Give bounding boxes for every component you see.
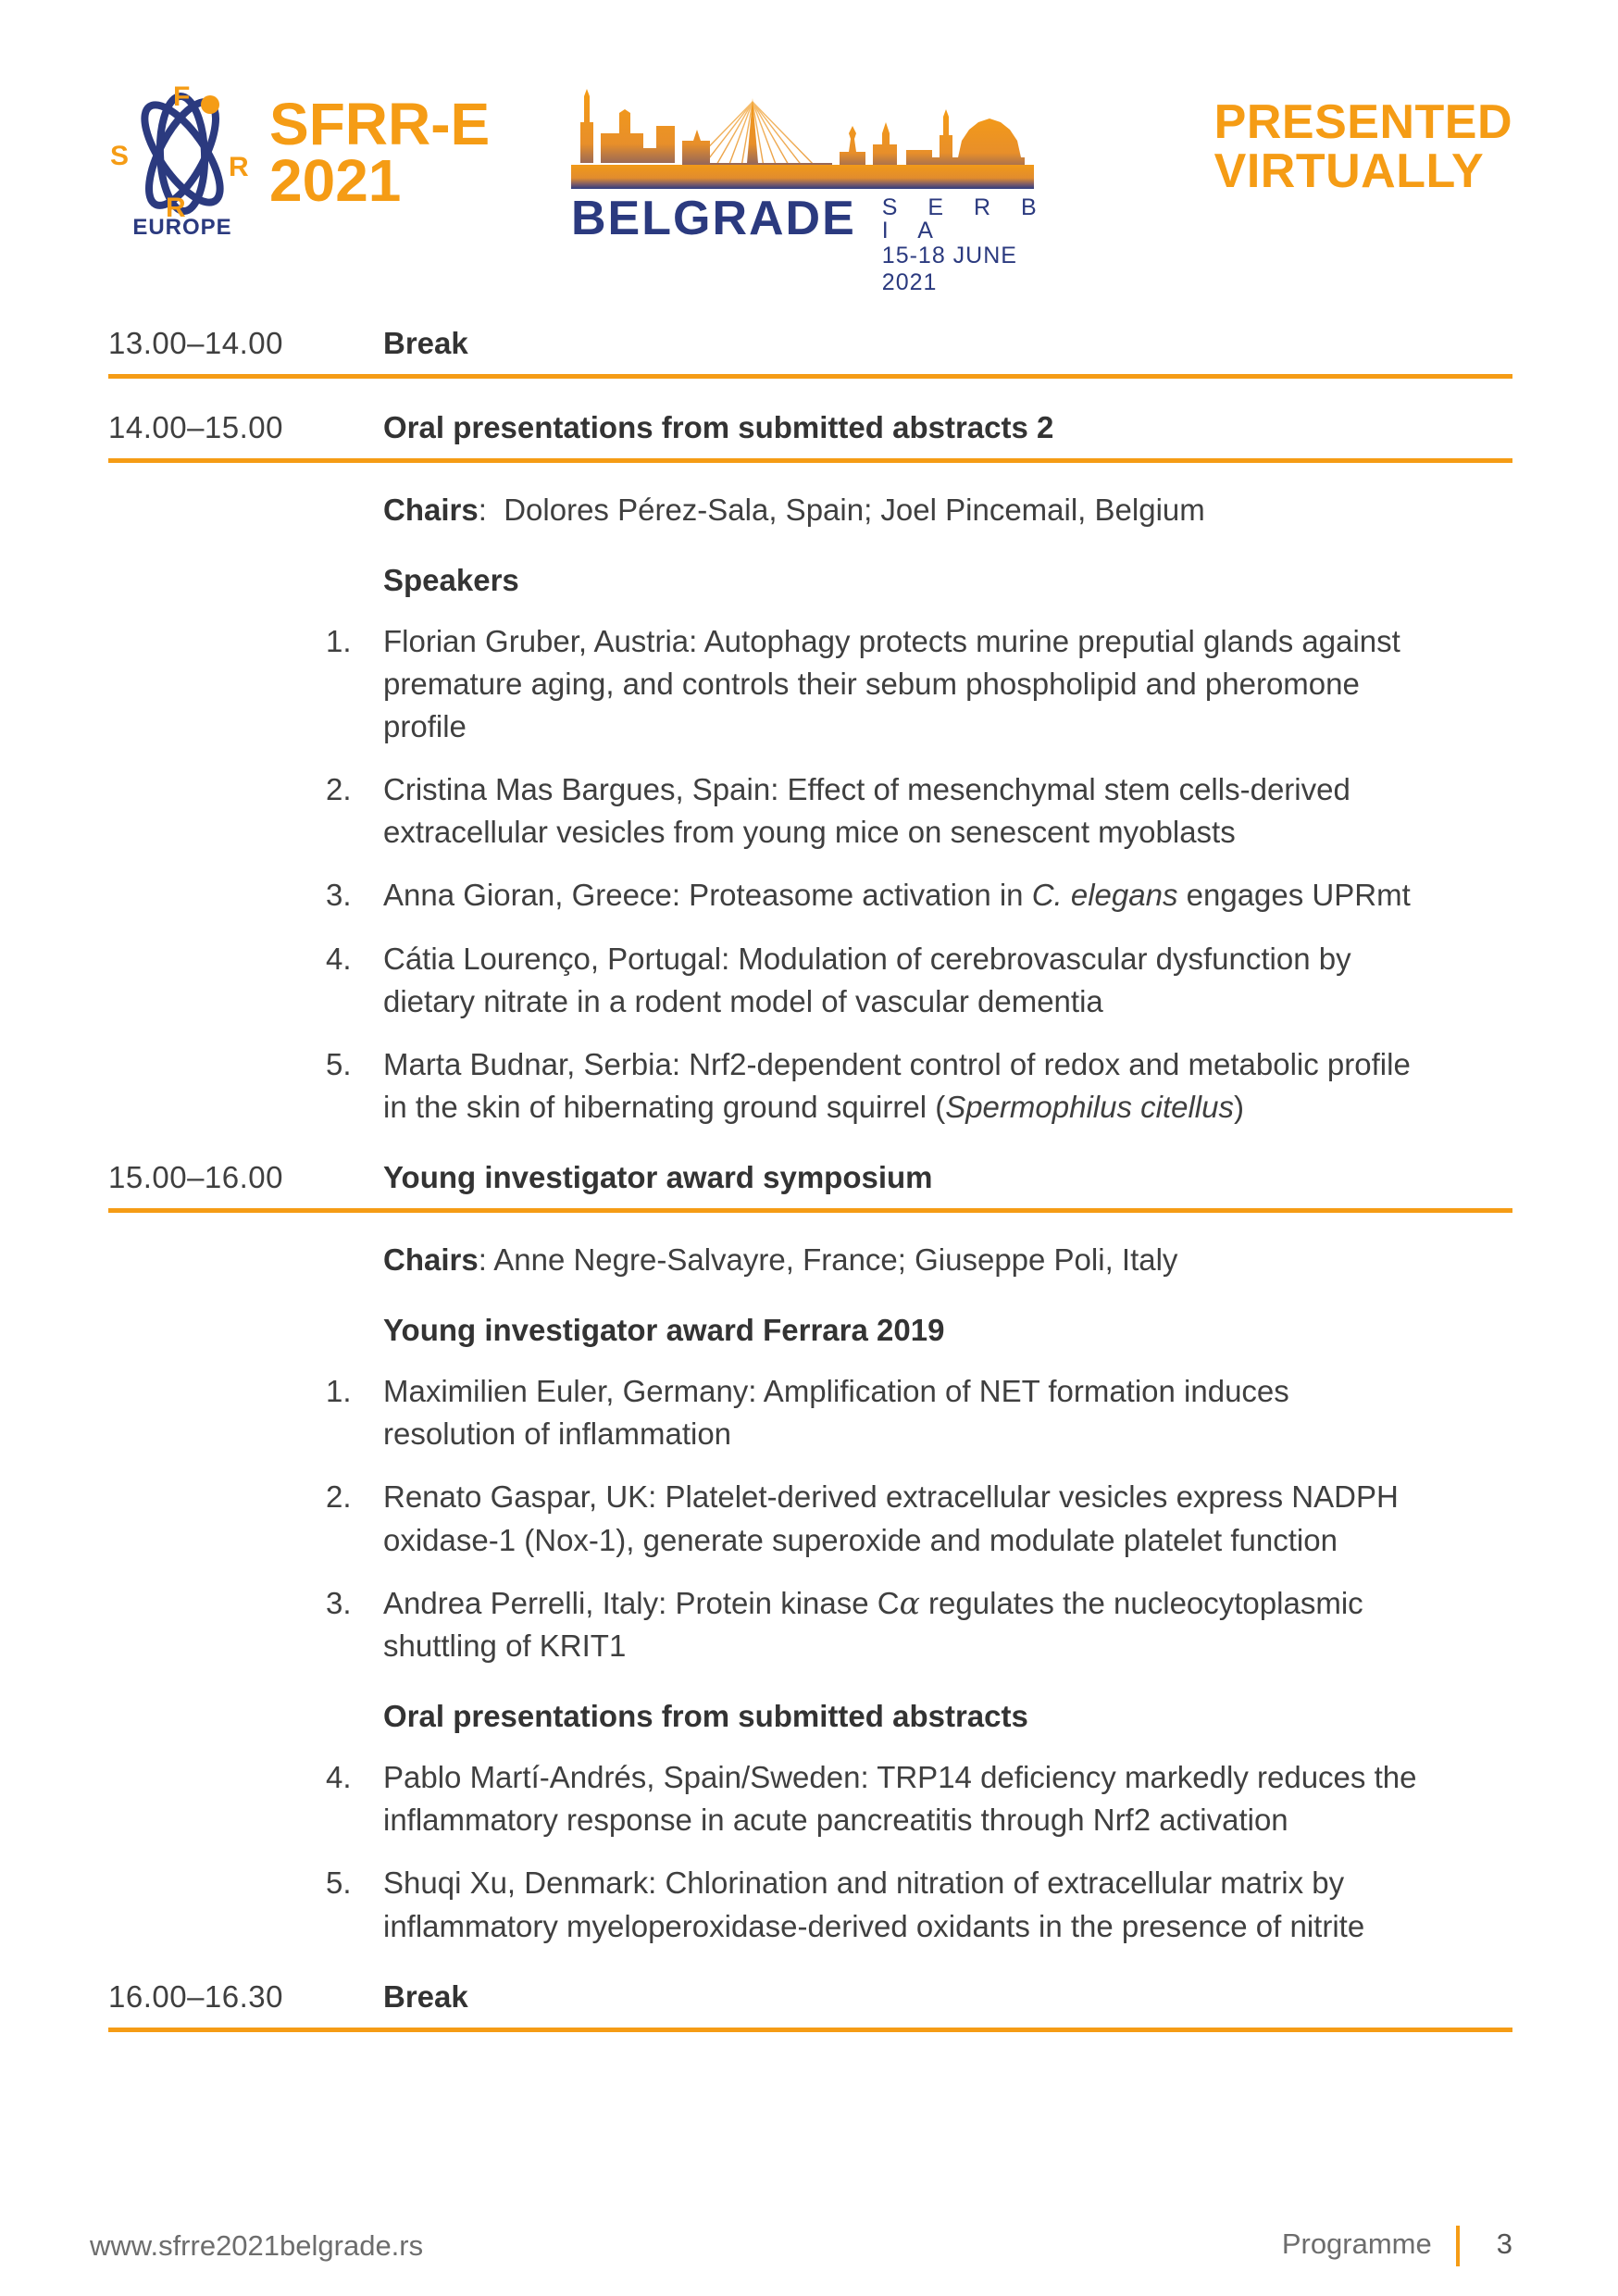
presented-line1: PRESENTED — [1214, 95, 1512, 149]
footer-page-number: 3 — [1496, 2227, 1512, 2260]
session — [108, 326, 1512, 379]
item-text: Anna Gioran, Greece: Proteasome activation in C. elegans engages UPRmt — [383, 878, 1411, 913]
belgrade-skyline-icon — [571, 85, 1034, 189]
item-number: 5. — [326, 1866, 352, 1901]
sfrr-europe-logo — [108, 81, 490, 241]
footer-divider — [1456, 2226, 1460, 2266]
item-text: Pablo Martí-Andrés, Spain/Sweden: TRP14 deficiency markedly reduces the inflammatory response in acute pancreatitis through Nrf2 activation — [383, 1760, 1417, 1838]
item-text: Cristina Mas Bargues, Spain: Effect of mesenchymal stem cells-derived extracellular vesicles from young mice on senescent myoblasts — [383, 772, 1350, 850]
footer-website-link[interactable]: www.sfrre2021belgrade.rs — [90, 2229, 424, 2262]
agenda-item — [326, 1043, 1420, 1129]
item-number: 3. — [326, 1585, 352, 1620]
agenda-item — [326, 938, 1420, 1023]
presented-virtually-banner — [1214, 95, 1512, 199]
europe-label: EUROPE — [132, 215, 232, 240]
session-header — [108, 1160, 1512, 1195]
sfrr-wordmark-line1: SFRR-E — [269, 91, 491, 157]
sfrr-wordmark — [269, 91, 491, 214]
item-number: 2. — [326, 772, 352, 807]
belgrade-logo — [571, 85, 1052, 296]
item-text: Renato Gaspar, UK: Platelet-derived extracellular vesicles express NADPH oxidase-1 (Nox-1), generate superoxide and modulate platelet function — [383, 1479, 1399, 1557]
session-time: 13.00–14.00 — [108, 326, 284, 360]
item-text: Marta Budnar, Serbia: Nrf2-dependent control of redox and metabolic profile in the skin of hibernating ground squirrel (Spermophilus citellus) — [383, 1047, 1411, 1125]
item-text: Shuqi Xu, Denmark: Chlorination and nitration of extracellular matrix by inflammatory myeloperoxidase-derived oxidants in the presence of nitrite — [383, 1866, 1365, 1943]
session-title: Break — [383, 1978, 468, 2014]
chairs-line: Chairs: Anne Negre-Salvayre, France; Giuseppe Poli, Italy — [383, 1242, 1178, 1278]
item-number: 5. — [326, 1047, 352, 1082]
item-number: 4. — [326, 1760, 352, 1795]
session-header — [108, 410, 1512, 445]
agenda-item — [326, 1756, 1420, 1841]
schedule — [108, 326, 1512, 2032]
sfrr-wordmark-line2: 2021 — [269, 146, 402, 214]
item-text: Florian Gruber, Austria: Autophagy protects murine preputial glands against premature aging, and controls their sebum phospholipid and pheromone profile — [383, 623, 1400, 743]
svg-text:F: F — [173, 81, 191, 112]
presented-line2: VIRTUALLY — [1214, 144, 1485, 199]
dates-label: 15-18 JUNE 2021 — [881, 243, 1017, 295]
item-text: Maximilien Euler, Germany: Amplification of NET formation induces resolution of inflammation — [383, 1373, 1289, 1452]
agenda-item — [326, 874, 1420, 917]
atom-icon — [108, 81, 256, 241]
session — [108, 1979, 1512, 2032]
item-number: 1. — [326, 1373, 352, 1408]
section-heading: Young investigator award Ferrara 2019 — [383, 1312, 945, 1347]
serbia-label: S E R B I A — [881, 194, 1049, 243]
page-footer — [90, 2222, 1512, 2266]
item-number: 4. — [326, 941, 352, 976]
item-number: 2. — [326, 1479, 352, 1515]
session-time: 16.00–16.30 — [108, 1978, 284, 2014]
belgrade-wordmark: BELGRADE — [571, 192, 856, 245]
session-header — [108, 326, 1512, 361]
session-title: Young investigator award symposium — [383, 1160, 933, 1195]
agenda-item — [326, 1582, 1420, 1667]
item-number: 3. — [326, 878, 352, 913]
session-divider — [108, 374, 1512, 379]
page-header — [108, 81, 1512, 295]
session-header — [108, 1979, 1512, 2015]
session — [108, 1160, 1512, 1947]
session-divider — [108, 2028, 1512, 2032]
agenda-item — [326, 620, 1420, 749]
agenda-item — [326, 768, 1420, 854]
footer-programme-label: Programme — [1281, 2227, 1432, 2260]
chairs-line: Chairs: Dolores Pérez-Sala, Spain; Joel Pincemail, Belgium — [383, 493, 1205, 527]
section-heading: Oral presentations from submitted abstracts — [383, 1699, 1028, 1734]
item-number: 1. — [326, 623, 352, 658]
item-text: Cátia Lourenço, Portugal: Modulation of cerebrovascular dysfunction by dietary nitrate in a rodent model of vascular dementia — [383, 941, 1351, 1018]
session-title: Oral presentations from submitted abstracts 2 — [383, 410, 1054, 444]
item-text: Andrea Perrelli, Italy: Protein kinase Cα regulates the nucleocytoplasmic shuttling of KRIT1 — [383, 1584, 1363, 1663]
session — [108, 410, 1512, 1129]
agenda-item — [326, 1370, 1420, 1455]
agenda-item — [326, 1476, 1420, 1561]
session-body — [326, 1213, 1420, 1947]
session-time: 15.00–16.00 — [108, 1160, 284, 1195]
agenda-item — [326, 1862, 1420, 1947]
session-body — [326, 463, 1420, 1129]
session-time: 14.00–15.00 — [108, 410, 284, 444]
svg-text:S: S — [110, 141, 130, 171]
svg-text:R: R — [229, 152, 249, 182]
section-heading: Speakers — [383, 562, 519, 597]
svg-text:R: R — [166, 193, 186, 220]
session-title: Break — [383, 326, 468, 360]
